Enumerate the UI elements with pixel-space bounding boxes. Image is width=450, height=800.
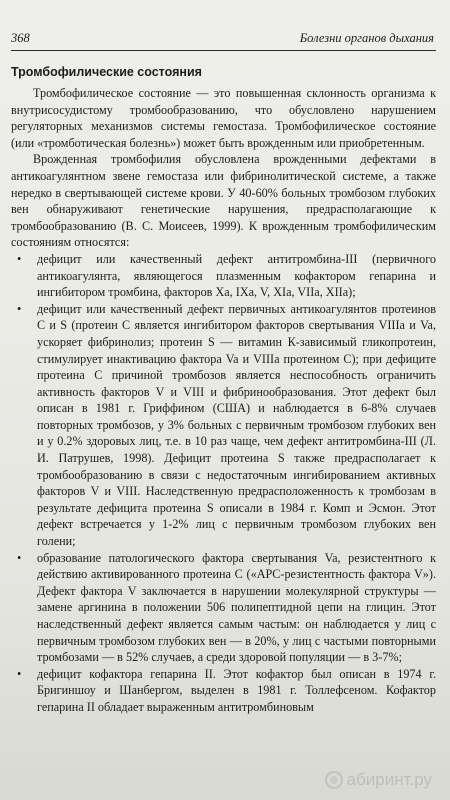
labirint-logo-icon: [325, 771, 343, 789]
bullet-icon: •: [17, 251, 22, 266]
paragraph: Врожденная тромбофилия обусловлена врожденными дефектами в антикоагулянтном звене гемостаза или фибринолитической системе, а также нередко в свертывающей системе крови. У 40-60% больных тромбозом глубоких вен обнаруживают генетические нарушения, предрасполагающие к тромбообразованию (В. С. Моисеев, 1999). К врожденным тромбофилическим состояниям относятся:: [11, 152, 436, 250]
watermark-text: абиринт.ру: [346, 770, 432, 789]
paragraph: Тромбофилическое состояние — это повышенная склонность организма к внутрисосудистому тромбообразованию, что обусловлено нарушением регуляторных механизмов системы гемостаза. Тромбофилическое состояние (или «тромботическая болезнь») может быть врожденным или приобретенным.: [11, 86, 436, 150]
bullet-list: [11, 251, 436, 716]
page-header: [11, 28, 436, 51]
list-item-text: образование патологического фактора свертывания Va, резистентного к действию активированного протеина C («APC-резистентность фактора V»). Дефект фактора V заключается в нарушении молекулярной структуры — замене аргинина в положении 506 полипептидной цепи на глицин. Этот наследственный дефект является самым частым: он наблюдается у лиц с первичным тромбозом глубоких вен — в 20%, у лиц с частыми повторными тромбозами — в 52% случаев, а среди здоровой популяции — в 3-7%;: [37, 550, 436, 665]
list-item: [11, 301, 436, 550]
list-item: [11, 666, 436, 716]
bullet-icon: •: [17, 550, 22, 565]
section-title: Тромбофилические состояния: [11, 65, 202, 79]
list-item: [11, 550, 436, 666]
list-item-text: дефицит кофактора гепарина II. Этот кофактор был описан в 1974 г. Бригиншоу и Шанбергом, выделен в 1981 г. Толлефсеном. Кофактор гепарина II обладает выраженным антитромбиновым: [37, 666, 436, 714]
running-head: Болезни органов дыхания: [299, 31, 434, 45]
list-item-text: дефицит или качественный дефект антитромбина-III (первичного антикоагулянта, являющегося плазменным кофактором гепарина и ингибитором тромбина, факторов Xa, IXa, V, XIa, VIIa, XIIa);: [37, 251, 436, 300]
page-number: 368: [11, 31, 30, 45]
bullet-icon: •: [17, 301, 22, 316]
labirint-watermark: [325, 770, 432, 790]
list-item: [11, 251, 436, 301]
list-item-text: дефицит или качественный дефект первичных антикоагулянтов протеинов C и S (протеин C является ингибитором факторов свертывания VIIIa и Va, ускоряет фибринолиз; протеин S — витамин К-зависимый гликопротеин, стимулирует инактивацию фактора Va и VIIIa протеином C); при дефиците протеина C причиной тромбозов является неспособность ограничить активность факторов V и VIII и фибринообразования. Этот дефект был описан в 1981 г. Гриффином (США) и наблюдается в 6-8% случаев повторных тромбозов, у 3% больных с первичным тромбозом глубоких вен и у 0.2% здоровых лиц, т.е. в 10 раз чаще, чем дефект антитромбина-III (Л. И. Патрушев, 1998). Дефицит протеина S также предрасполагает к тромбообразованию в связи с недостаточным ингибированием активных факторов V и VIII. Наследственную предрасположенность к тромбозам в результате дефицита протеина S описали в 1984 г. Комп и Эсмон. Этот дефект встречается у 1-2% лиц с первичным тромбозом глубоких вен голени;: [37, 301, 436, 549]
bullet-icon: •: [17, 666, 22, 681]
